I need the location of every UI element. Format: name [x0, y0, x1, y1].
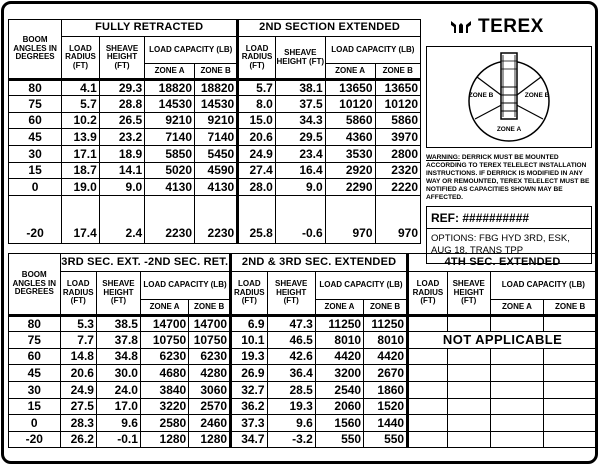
empty-cell — [408, 349, 448, 365]
load-capacity-header: LOAD CAPACITY (LB) — [325, 37, 420, 64]
zone-a-capacity-cell: 2920 — [325, 163, 375, 179]
load-radius-cell: 24.9 — [60, 382, 96, 399]
zone-b-capacity-cell: 4130 — [195, 179, 238, 196]
zone-a-capacity-cell: 5860 — [325, 113, 375, 129]
load-radius-cell: 36.2 — [231, 399, 267, 415]
load-radius-cell: 19.0 — [62, 179, 100, 196]
boom-angle-cell: 75 — [9, 96, 62, 113]
boom-angle-cell: 80 — [9, 80, 62, 96]
boom-angle-cell: 0 — [9, 415, 61, 432]
load-capacity-header: LOAD CAPACITY (LB) — [315, 272, 407, 300]
boom-angle-cell: 45 — [9, 365, 61, 382]
empty-cell — [544, 365, 597, 382]
table-row — [9, 415, 597, 432]
zone-a-capacity-cell: 18820 — [145, 80, 195, 96]
empty-cell — [490, 432, 544, 448]
load-radius-cell: 20.6 — [238, 129, 276, 146]
zone-a-capacity-cell: 2290 — [325, 179, 375, 196]
zone-a-capacity-cell: 8010 — [315, 332, 363, 349]
sheave-height-cell: 9.6 — [267, 415, 315, 432]
zone-b-capacity-cell: 13650 — [375, 80, 420, 96]
empty-cell — [447, 316, 490, 332]
table-row — [9, 129, 421, 146]
load-radius-cell: 17.4 — [62, 196, 100, 244]
boom-angle-cell: 45 — [9, 129, 62, 146]
boom-angle-cell: 0 — [9, 179, 62, 196]
load-radius-cell: 25.8 — [238, 196, 276, 244]
zone-b-capacity-cell: 1280 — [189, 432, 231, 448]
zone-b-capacity-cell: 5450 — [195, 146, 238, 163]
warning-text — [426, 154, 594, 202]
zone-a-capacity-cell: 10120 — [325, 96, 375, 113]
empty-cell — [408, 365, 448, 382]
sheave-height-cell: 34.8 — [96, 349, 140, 365]
sheave-height-cell: 17.0 — [96, 399, 140, 415]
table-row — [9, 179, 421, 196]
zone-a-header: ZONE A — [140, 300, 188, 316]
empty-cell — [447, 432, 490, 448]
load-radius-cell: 37.3 — [231, 415, 267, 432]
zone-b-capacity-cell: 4280 — [189, 365, 231, 382]
load-radius-cell: 24.9 — [238, 146, 276, 163]
zone-a-capacity-cell: 5020 — [145, 163, 195, 179]
load-radius-cell: 8.0 — [238, 96, 276, 113]
boom-angles-header: BOOM ANGLES IN DEGREES — [9, 20, 62, 80]
zone-a-capacity-cell: 2580 — [140, 415, 188, 432]
empty-cell — [447, 382, 490, 399]
empty-cell — [544, 382, 597, 399]
zone-b-capacity-cell: 18820 — [195, 80, 238, 96]
zone-a-capacity-cell: 970 — [325, 196, 375, 244]
sheave-height-cell: 9.0 — [99, 179, 144, 196]
zone-b-capacity-cell: 2220 — [375, 179, 420, 196]
zone-b-capacity-cell: 10120 — [375, 96, 420, 113]
zone-diagram — [426, 46, 592, 148]
zone-a-capacity-cell: 13650 — [325, 80, 375, 96]
zone-a-header: ZONE A — [315, 300, 363, 316]
table-row — [9, 146, 421, 163]
zone-b-capacity-cell: 2230 — [195, 196, 238, 244]
empty-cell — [544, 432, 597, 448]
info-panel — [424, 14, 594, 259]
empty-cell — [408, 432, 448, 448]
sheave-height-cell: 30.0 — [96, 365, 140, 382]
sheave-height-header: SHEAVE HEIGHT (FT) — [275, 37, 325, 80]
load-radius-header: LOAD RADIUS (FT) — [60, 272, 96, 316]
section-title-2nd-extended: 2ND SECTION EXTENDED — [238, 20, 421, 37]
table-row — [9, 316, 597, 332]
zone-a-capacity-cell: 4360 — [325, 129, 375, 146]
zone-b-header: ZONE B — [189, 300, 231, 316]
load-radius-cell: 5.7 — [62, 96, 100, 113]
sheave-height-cell: 38.5 — [96, 316, 140, 332]
load-radius-cell: 20.6 — [60, 365, 96, 382]
zone-a-capacity-cell: 1560 — [315, 415, 363, 432]
boom-angle-cell: -20 — [9, 432, 61, 448]
zone-a-capacity-cell: 3220 — [140, 399, 188, 415]
sheave-height-cell: 34.3 — [275, 113, 325, 129]
empty-cell — [490, 399, 544, 415]
truck-zone-diagram — [427, 47, 591, 147]
zone-b-capacity-cell: 14700 — [189, 316, 231, 332]
zone-b-capacity-cell: 2670 — [364, 365, 408, 382]
boom-angle-cell: 15 — [9, 163, 62, 179]
load-radius-header: LOAD RADIUS (FT) — [238, 37, 276, 80]
zone-a-capacity-cell: 14700 — [140, 316, 188, 332]
load-radius-cell: 15.0 — [238, 113, 276, 129]
terex-logo-icon — [450, 19, 472, 35]
zone-a-capacity-cell: 11250 — [315, 316, 363, 332]
load-radius-cell: 13.9 — [62, 129, 100, 146]
diagram-zone-b-right: ZONE B — [524, 92, 550, 99]
load-radius-cell: 5.3 — [60, 316, 96, 332]
sheave-height-cell: 46.5 — [267, 332, 315, 349]
empty-cell — [447, 399, 490, 415]
zone-a-capacity-cell: 10750 — [140, 332, 188, 349]
sheave-height-cell: -3.2 — [267, 432, 315, 448]
load-radius-cell: 17.1 — [62, 146, 100, 163]
zone-a-capacity-cell: 2060 — [315, 399, 363, 415]
options-text: OPTIONS: FBG HYD 3RD, ESK, AUG 18, TRANS TPP — [431, 233, 570, 256]
sheave-height-cell: 23.2 — [99, 129, 144, 146]
table-row — [9, 349, 597, 365]
empty-cell — [447, 349, 490, 365]
sheave-height-header: SHEAVE HEIGHT (FT) — [267, 272, 315, 316]
sheave-height-cell: 23.4 — [275, 146, 325, 163]
load-capacity-header: LOAD CAPACITY (LB) — [145, 37, 238, 64]
table-row — [9, 382, 597, 399]
table-row — [9, 196, 421, 244]
zone-a-capacity-cell: 3200 — [315, 365, 363, 382]
load-radius-cell: 6.9 — [231, 316, 267, 332]
empty-cell — [408, 399, 448, 415]
empty-cell — [408, 316, 448, 332]
sheave-height-cell: 29.3 — [99, 80, 144, 96]
warning-label: WARNING: — [426, 154, 461, 161]
zone-b-capacity-cell: 9210 — [195, 113, 238, 129]
sheave-height-cell: 24.0 — [96, 382, 140, 399]
zone-a-capacity-cell: 2230 — [145, 196, 195, 244]
sheave-height-cell: 37.8 — [96, 332, 140, 349]
sheave-height-cell: -0.1 — [96, 432, 140, 448]
boom-angle-cell: 80 — [9, 316, 61, 332]
table-row — [9, 113, 421, 129]
zone-b-header: ZONE B — [544, 300, 597, 316]
zone-b-capacity-cell: 2320 — [375, 163, 420, 179]
boom-angle-cell: 15 — [9, 399, 61, 415]
boom-angle-cell: 30 — [9, 146, 62, 163]
zone-a-capacity-cell: 4130 — [145, 179, 195, 196]
boom-angle-cell: 30 — [9, 382, 61, 399]
diagram-zone-a: ZONE A — [496, 126, 522, 133]
table-row — [9, 432, 597, 448]
load-radius-header: LOAD RADIUS (FT) — [408, 272, 448, 316]
load-radius-cell: 5.7 — [238, 80, 276, 96]
section-title-fully-retracted: FULLY RETRACTED — [62, 20, 238, 37]
sheave-height-cell: 29.5 — [275, 129, 325, 146]
zone-b-header: ZONE B — [375, 64, 420, 80]
table-row — [9, 399, 597, 415]
empty-cell — [490, 415, 544, 432]
table-row — [9, 80, 421, 96]
load-radius-cell: 14.8 — [60, 349, 96, 365]
empty-cell — [408, 382, 448, 399]
ref-label: REF: — [431, 211, 459, 225]
load-radius-cell: 27.4 — [238, 163, 276, 179]
zone-b-capacity-cell: 2800 — [375, 146, 420, 163]
diagram-zone-b-left: ZONE B — [468, 92, 494, 99]
load-radius-cell: 28.0 — [238, 179, 276, 196]
load-radius-cell: 18.7 — [62, 163, 100, 179]
sheave-height-cell: 37.5 — [275, 96, 325, 113]
load-radius-header: LOAD RADIUS (FT) — [62, 37, 100, 80]
empty-cell — [544, 349, 597, 365]
empty-cell — [490, 316, 544, 332]
section-title-3rd-ext-2nd-ret: 3RD SEC. EXT. -2ND SEC. RET. — [60, 254, 231, 272]
zone-b-header: ZONE B — [364, 300, 408, 316]
load-radius-header: LOAD RADIUS (FT) — [231, 272, 267, 316]
sheave-height-cell: 18.9 — [99, 146, 144, 163]
zone-a-capacity-cell: 3530 — [325, 146, 375, 163]
load-radius-cell: 27.5 — [60, 399, 96, 415]
empty-cell — [544, 316, 597, 332]
zone-b-capacity-cell: 4590 — [195, 163, 238, 179]
zone-b-capacity-cell: 2460 — [189, 415, 231, 432]
zone-a-capacity-cell: 5850 — [145, 146, 195, 163]
zone-a-capacity-cell: 2540 — [315, 382, 363, 399]
load-radius-cell: 4.1 — [62, 80, 100, 96]
sheave-height-cell: 47.3 — [267, 316, 315, 332]
zone-b-capacity-cell: 1860 — [364, 382, 408, 399]
boom-angle-cell: 60 — [9, 349, 61, 365]
load-radius-cell: 34.7 — [231, 432, 267, 448]
load-radius-cell: 26.2 — [60, 432, 96, 448]
ref-line — [427, 207, 591, 229]
zone-b-capacity-cell: 3970 — [375, 129, 420, 146]
empty-cell — [490, 365, 544, 382]
zone-a-header: ZONE A — [490, 300, 544, 316]
sheave-height-header: SHEAVE HEIGHT (FT) — [99, 37, 144, 80]
table-row — [9, 332, 597, 349]
load-radius-cell: 26.9 — [231, 365, 267, 382]
load-capacity-header: LOAD CAPACITY (LB) — [140, 272, 230, 300]
zone-a-header: ZONE A — [325, 64, 375, 80]
table-row — [9, 163, 421, 179]
table-row — [9, 365, 597, 382]
sheave-height-header: SHEAVE HEIGHT (FT) — [96, 272, 140, 316]
sheave-height-cell: 26.5 — [99, 113, 144, 129]
zone-b-capacity-cell: 5860 — [375, 113, 420, 129]
load-radius-cell: 10.1 — [231, 332, 267, 349]
bottom-load-table — [8, 253, 597, 448]
load-chart-plate — [1, 1, 598, 464]
boom-angle-cell: 60 — [9, 113, 62, 129]
empty-cell — [408, 415, 448, 432]
load-radius-cell: 32.7 — [231, 382, 267, 399]
section-title-4th-extended: 4TH SEC. EXTENDED — [408, 254, 597, 272]
sheave-height-cell: 36.4 — [267, 365, 315, 382]
zone-a-capacity-cell: 1280 — [140, 432, 188, 448]
empty-cell — [544, 399, 597, 415]
top-load-table — [8, 19, 421, 244]
sheave-height-cell: 16.4 — [275, 163, 325, 179]
load-radius-cell: 28.3 — [60, 415, 96, 432]
zone-b-capacity-cell: 1520 — [364, 399, 408, 415]
section-title-2nd-3rd-extended: 2ND & 3RD SEC. EXTENDED — [231, 254, 408, 272]
zone-a-capacity-cell: 4680 — [140, 365, 188, 382]
empty-cell — [447, 365, 490, 382]
zone-b-capacity-cell: 14530 — [195, 96, 238, 113]
zone-a-capacity-cell: 7140 — [145, 129, 195, 146]
sheave-height-cell: 14.1 — [99, 163, 144, 179]
zone-a-capacity-cell: 550 — [315, 432, 363, 448]
load-radius-cell: 19.3 — [231, 349, 267, 365]
warning-body: DERRICK MUST BE MOUNTED ACCORDING TO TEREX TELELECT INSTALLATION INSTRUCTIONS. IF DERRICK IS MODIFIED IN ANY WAY OR REMOUNTED, TEREX TELELECT MUST BE NOTIFIED AS CAPACITIES SHOWN MAY BE AFFECTED. — [426, 154, 590, 201]
load-radius-cell: 10.2 — [62, 113, 100, 129]
zone-b-capacity-cell: 550 — [364, 432, 408, 448]
zone-b-capacity-cell: 1440 — [364, 415, 408, 432]
zone-b-capacity-cell: 10750 — [189, 332, 231, 349]
zone-b-capacity-cell: 6230 — [189, 349, 231, 365]
not-applicable-label: NOT APPLICABLE — [408, 332, 597, 349]
zone-a-capacity-cell: 14530 — [145, 96, 195, 113]
sheave-height-cell: 9.6 — [96, 415, 140, 432]
zone-b-capacity-cell: 4420 — [364, 349, 408, 365]
zone-a-capacity-cell: 4420 — [315, 349, 363, 365]
empty-cell — [544, 415, 597, 432]
empty-cell — [447, 415, 490, 432]
ref-box — [426, 206, 592, 264]
load-capacity-header: LOAD CAPACITY (LB) — [490, 272, 596, 300]
sheave-height-cell: 19.3 — [267, 399, 315, 415]
zone-b-capacity-cell: 7140 — [195, 129, 238, 146]
boom-angle-cell: -20 — [9, 196, 62, 244]
zone-b-capacity-cell: 3060 — [189, 382, 231, 399]
boom-angle-cell: 75 — [9, 332, 61, 349]
sheave-height-cell: 28.5 — [267, 382, 315, 399]
brand-name: TEREX — [478, 16, 544, 37]
ref-value: ########## — [462, 211, 530, 225]
empty-cell — [490, 382, 544, 399]
sheave-height-cell: 42.6 — [267, 349, 315, 365]
zone-a-header: ZONE A — [145, 64, 195, 80]
sheave-height-cell: -0.6 — [275, 196, 325, 244]
zone-b-capacity-cell: 11250 — [364, 316, 408, 332]
zone-b-capacity-cell: 2570 — [189, 399, 231, 415]
zone-b-capacity-cell: 970 — [375, 196, 420, 244]
sheave-height-cell: 28.8 — [99, 96, 144, 113]
table-row — [9, 96, 421, 113]
zone-b-header: ZONE B — [195, 64, 238, 80]
zone-a-capacity-cell: 9210 — [145, 113, 195, 129]
zone-a-capacity-cell: 6230 — [140, 349, 188, 365]
sheave-height-cell: 9.0 — [275, 179, 325, 196]
boom-angles-header: BOOM ANGLES IN DEGREES — [9, 254, 61, 316]
sheave-height-cell: 2.4 — [99, 196, 144, 244]
terex-logo — [450, 16, 590, 38]
empty-cell — [490, 349, 544, 365]
load-radius-cell: 7.7 — [60, 332, 96, 349]
sheave-height-header: SHEAVE HEIGHT (FT) — [447, 272, 490, 316]
zone-a-capacity-cell: 3840 — [140, 382, 188, 399]
zone-b-capacity-cell: 8010 — [364, 332, 408, 349]
sheave-height-cell: 38.1 — [275, 80, 325, 96]
